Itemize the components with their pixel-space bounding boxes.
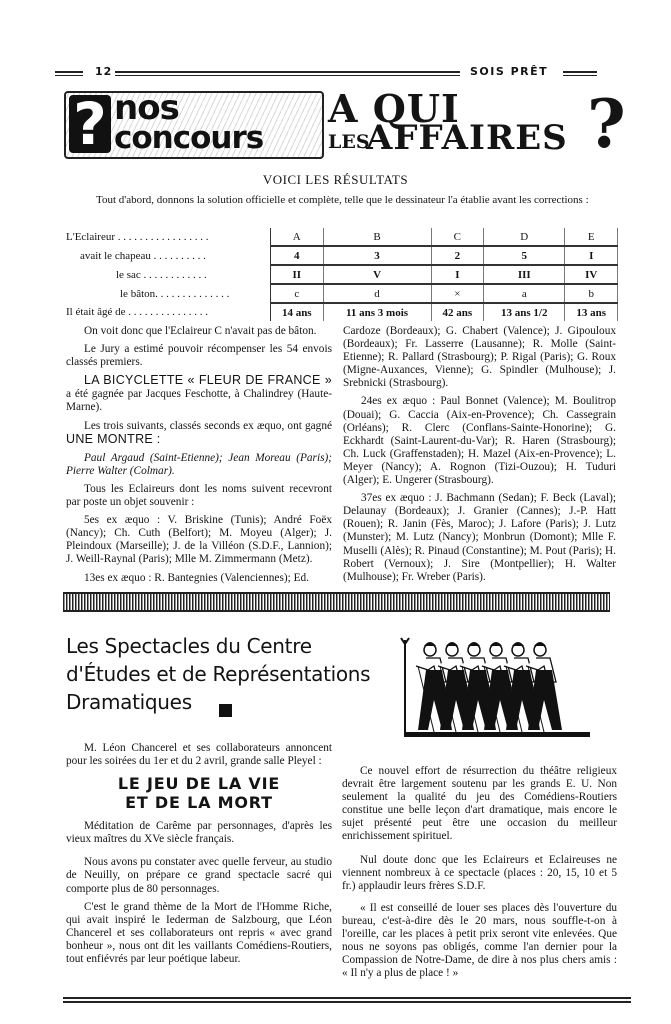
play-title-line2: ET DE LA MORT <box>125 793 273 813</box>
logo-line2: concours <box>114 120 264 156</box>
cell-B: B <box>323 228 431 246</box>
question-mark-icon: ? <box>69 95 111 153</box>
headline-les: LES <box>328 131 370 153</box>
rule <box>563 71 597 76</box>
bottom-rule <box>63 997 631 1003</box>
rule <box>115 71 460 76</box>
paragraph: Nous avons pu constater avec quelle ferveur, au studio de Neuilly, on prépare ce grand spectacle sacré qui comporte plus de 80 personnages. <box>66 856 332 895</box>
play-title <box>66 774 332 812</box>
winners-right-column <box>343 325 616 589</box>
spectacles-left-column <box>66 742 332 971</box>
paragraph: 24es ex æquo : Paul Bonnet (Valence); M. Boulitrop (Douai); G. Caccia (Aix-en-Provence); Ch. Cassegrain (Orléans); R. Clerc (Conflans-Sainte-Honorine); G. Eckhardt (Saint-Laurent-du-Var); R. Haren (Strasbourg); Ch. Luck (Graffenstaden); H. Mazel (Aix-en-Provence); L. Meyer (Nancy); A. Rognon (Tizi-Ouzou); H. Tuduri (Alger); E. Ungerer (Strasbourg). <box>343 395 616 487</box>
prize-bicycle: LA BICYCLETTE « FLEUR DE FRANCE » <box>84 373 332 388</box>
results-row <box>66 284 618 303</box>
cell-D: 13 ans 1/2 <box>484 303 565 321</box>
paragraph: 5es ex æquo : V. Briskine (Tunis); André Foëx (Nancy); Ch. Cuth (Belfort); M. Moyeu (Alger); J. Pleindoux (Marseille); J. de la Villéon (S.D.F., Lannion); J. Weill-Raynal (Paris); Mlle M. Zimmermann (Metz). <box>66 514 332 566</box>
paragraph: 37es ex æquo : J. Bachmann (Sedan); F. Beck (Laval); Delaunay (Bordeaux); J. Granier (Cannes); J.-P. Hatt (Rouen); R. Janin (Fès, Maroc); J. Lafore (Paris); J. Lutz (Munster); M. Lutz (Nancy); Monbrun (Domont); Mlle F. Muselli (Alès); R. Pinaud (Constantine); M. Pout (Paris); H. Robert (Vernoux); J. Sire (Montpellier); H. Walter (Mulhouse); Fr. Wreber (Paris). <box>343 492 616 583</box>
cell-D: 5 <box>484 246 565 265</box>
cell-E: E <box>565 228 618 246</box>
paragraph: Tous les Eclaireurs dont les noms suivent recevront par poste un objet souvenir : <box>66 482 332 509</box>
results-row <box>66 246 618 265</box>
paragraph <box>66 374 332 414</box>
play-title-line1: LE JEU DE LA VIE <box>117 774 281 794</box>
running-head <box>55 66 635 82</box>
row-label: L'Eclaireur . . . . . . . . . . . . . . . . . <box>66 228 271 246</box>
article-title: Les Spectacles du Centre d'Études et de Représentations Dramatiques <box>66 634 371 714</box>
big-question-mark-icon: ? <box>587 85 626 163</box>
paragraph: Paul Argaud (Saint-Etienne); Jean Moreau (Paris); Pierre Walter (Colmar). <box>66 451 332 477</box>
results-row <box>66 303 618 321</box>
paragraph: M. Léon Chancerel et ses collaborateurs annoncent pour les soirées du 1er et du 2 avril, grande salle Pleyel : <box>66 742 332 768</box>
winners-left-column <box>66 325 332 590</box>
cell-A: A <box>271 228 324 246</box>
cell-B: d <box>323 284 431 303</box>
logo-line1: nos <box>114 91 179 128</box>
results-row <box>66 228 618 246</box>
cell-A: II <box>271 265 324 284</box>
results-title: VOICI LES RÉSULTATS <box>262 172 409 187</box>
cell-C: 2 <box>431 246 484 265</box>
paragraph <box>66 420 332 447</box>
paragraph: Cardoze (Bordeaux); G. Chabert (Valence); J. Gipouloux (Bordeaux); Fr. Lasserre (Lausanne); R. Molle (Saint-Etienne); R. Pallard (Strasbourg); P. Rigal (Paris); G. Roux (Migne-Auxances, Vienne); G. Spindler (Mulhouse); J. Srebnicki (Strasbourg). <box>343 325 616 390</box>
paragraph: C'est le grand thème de la Mort de l'Homme Riche, qui avait inspiré le Iederman de Salzbourg, que Léon Chancerel et ses collaborateurs ont repris « avec grand bonheur », nous ont dit les vaillants Comédiens-Routiers, tout enfiévrés par leur poétique labeur. <box>66 900 332 966</box>
paragraph: « Il est conseillé de louer ses places dès l'ouverture du bureau, c'est-à-dire dès le 20 mars, nous souffle-t-on à l'oreille, car les places à petit prix seront vite enlevées. Que nous ne soyons pas obligés, comme l'an dernier pour la Compassion de Notre-Dame, de dire à nos plus chers amis : « Il n'y a plus de place ! » <box>342 901 617 980</box>
cell-E: IV <box>565 265 618 284</box>
cell-B: 11 ans 3 mois <box>323 303 431 321</box>
paragraph: 13es ex æquo : R. Bantegnies (Valenciennes); Ed. <box>84 571 309 584</box>
cell-D: D <box>484 228 565 246</box>
cell-B: V <box>323 265 431 284</box>
headline-line2: AFFAIRES <box>366 118 568 158</box>
prize-watch: UNE MONTRE : <box>66 431 161 446</box>
paragraph: Le Jury a estimé pouvoir récompenser les 54 envois classés premiers. <box>66 343 332 369</box>
cell-C: C <box>431 228 484 246</box>
row-label: le sac . . . . . . . . . . . . <box>66 265 271 284</box>
decorative-separator <box>63 592 610 612</box>
paragraph: Nul doute donc que les Eclaireurs et Eclaireuses ne viennent nombreux à ce spectacle (places : 20, 15, 10 et 5 fr.) applaudir leurs frères S.D.F. <box>342 853 617 892</box>
page-number: 12 <box>95 65 113 78</box>
cell-B: 3 <box>323 246 431 265</box>
prize-bicycle-text: a été gagnée par Jacques Feschotte, à Chalindrey (Haute-Marne). <box>66 388 332 414</box>
results-row <box>66 265 618 284</box>
headline-line1: A QUI <box>328 86 460 131</box>
paragraph: On voit donc que l'Eclaireur C n'avait pas de bâton. <box>84 325 317 337</box>
square-ornament-icon <box>219 704 232 717</box>
cell-E: I <box>565 246 618 265</box>
results-intro: Tout d'abord, donnons la solution officielle et complète, telle que le dessinateur l'a établie avant les corrections : <box>96 194 589 206</box>
nos-concours-logo <box>64 91 324 159</box>
marching-figures-illustration <box>400 630 600 742</box>
row-label: le bâton. . . . . . . . . . . . . . <box>66 284 271 303</box>
cell-D: III <box>484 265 565 284</box>
results-table <box>66 228 618 321</box>
cell-A: c <box>271 284 324 303</box>
cell-A: 4 <box>271 246 324 265</box>
cell-E: b <box>565 284 618 303</box>
text: Les trois suivants, classés seconds ex æquo, ont gagné <box>84 419 332 432</box>
cell-D: a <box>484 284 565 303</box>
row-label: Il était âgé de . . . . . . . . . . . . . . . <box>66 303 271 321</box>
cell-E: 13 ans <box>565 303 618 321</box>
spectacles-right-column <box>342 765 617 985</box>
cell-A: 14 ans <box>271 303 324 321</box>
row-label: avait le chapeau . . . . . . . . . . <box>66 246 271 265</box>
cell-C: I <box>431 265 484 284</box>
paragraph: Méditation de Carême par personnages, d'après les vieux maîtres du XVe siècle français. <box>66 820 332 846</box>
paragraph: Ce nouvel effort de résurrection du théâtre religieux devrait être largement soutenu par les grands E. U. Non seulement la qualité du jeu des Comédiens-Routiers constitue une belle leçon d'art dramatique, mais encore le sujet présenté peut être une occasion du meilleur enrichissement spirituel. <box>342 765 617 843</box>
cell-C: 42 ans <box>431 303 484 321</box>
cell-C: × <box>431 284 484 303</box>
publication-title: SOIS PRÊT <box>470 65 549 78</box>
rule <box>55 71 83 76</box>
